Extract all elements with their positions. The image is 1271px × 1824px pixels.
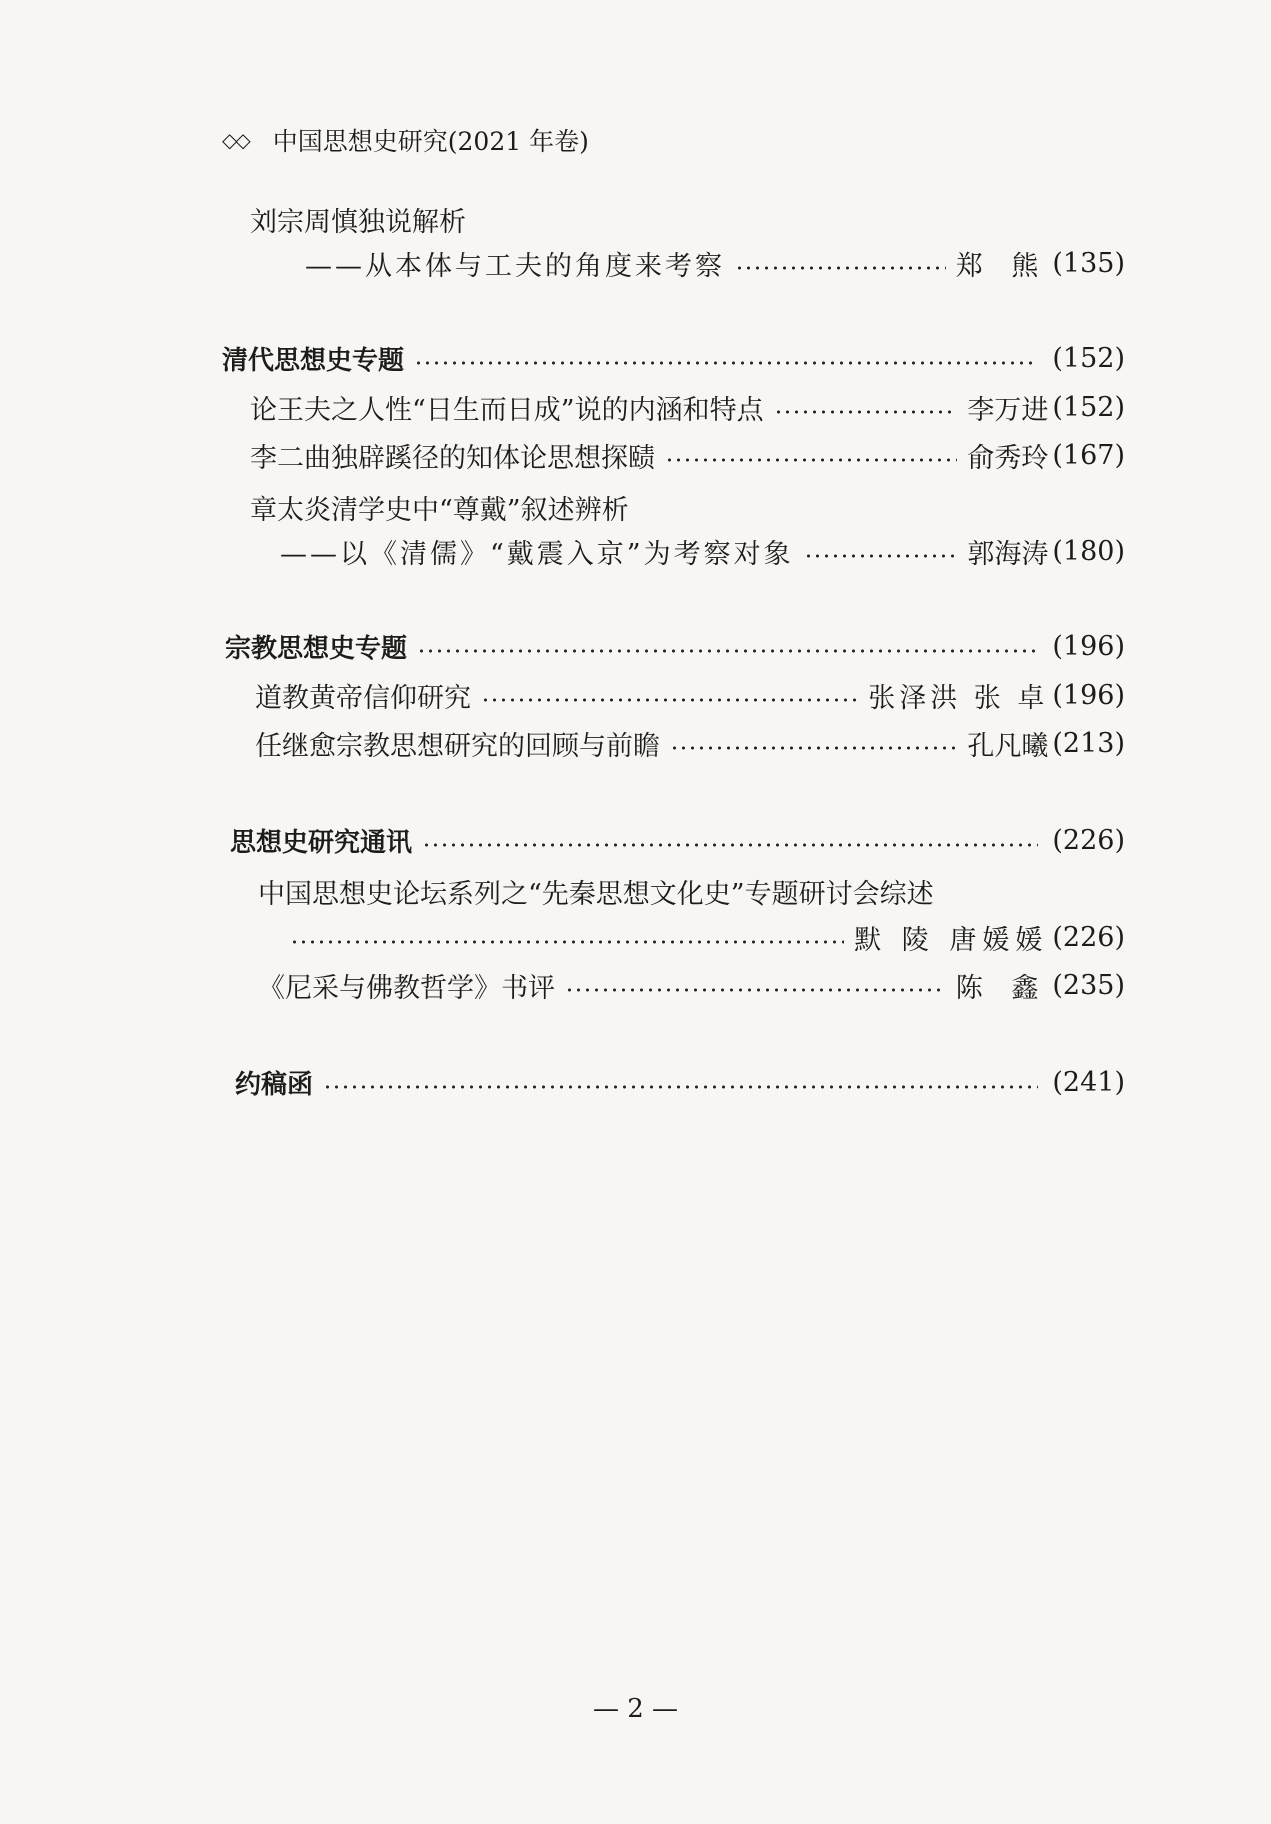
leader-dots — [735, 266, 946, 270]
toc-entry-row[interactable] — [250, 388, 1125, 427]
toc-entry-row[interactable] — [250, 436, 1125, 475]
toc-entry-page: (152) — [1052, 392, 1125, 423]
toc-entry-author: 郭海涛 — [967, 539, 1049, 570]
toc-section-title: 宗教思想史专题 — [225, 634, 408, 664]
toc-entry-author: 默 陵 唐媛媛 — [854, 925, 1049, 956]
leader-dots — [323, 1085, 1038, 1089]
toc-section-row[interactable] — [230, 822, 1125, 859]
toc-entry-title: 论王夫之人性“日生而日成”说的内涵和特点 — [250, 395, 764, 426]
toc-entry-row[interactable] — [255, 724, 1125, 763]
toc-entry-author: 李万进 — [967, 395, 1049, 426]
toc-section-row[interactable] — [222, 340, 1125, 377]
toc-entry-page: (135) — [1052, 248, 1125, 279]
toc-section-page: (152) — [1052, 343, 1125, 374]
toc-entry-page: (235) — [1052, 970, 1125, 1001]
toc-entry-author: 张泽洪 张 卓 — [868, 683, 1049, 714]
leader-dots — [414, 361, 1038, 365]
toc-entry-title: 中国思想史论坛系列之“先秦思想文化史”专题研讨会综述 — [258, 879, 934, 910]
toc-entry-page: (196) — [1052, 680, 1125, 711]
toc-entry-title: 道教黄帝信仰研究 — [255, 683, 471, 714]
toc-entry-page: (226) — [1052, 922, 1125, 953]
header-title: 中国思想史研究(2021 年卷) — [272, 127, 589, 156]
toc-section-row[interactable] — [225, 628, 1125, 665]
toc-entry-page: (180) — [1052, 536, 1125, 567]
toc-section-page: (226) — [1052, 825, 1125, 856]
toc-entry-title: 任继愈宗教思想研究的回顾与前瞻 — [255, 731, 660, 762]
diamond-mark-icon: ◇◇ — [222, 128, 249, 152]
toc-entry-page: (213) — [1052, 728, 1125, 759]
toc-entry-subtitle: ——以《清儒》“戴震入京”为考察对象 — [280, 539, 794, 570]
toc-section-title: 清代思想史专题 — [222, 346, 405, 376]
leader-dots — [422, 843, 1038, 847]
leader-dots — [774, 410, 958, 414]
toc-section-page: (196) — [1052, 631, 1125, 662]
toc-entry-title: 刘宗周慎独说解析 — [250, 207, 466, 238]
running-header — [222, 122, 589, 158]
leader-dots — [665, 458, 957, 462]
toc-entry-row[interactable] — [290, 918, 1125, 957]
toc-section-row[interactable] — [235, 1064, 1125, 1101]
toc-entry-page: (167) — [1052, 440, 1125, 471]
toc-section-page: (241) — [1052, 1067, 1125, 1098]
leader-dots — [670, 746, 957, 750]
toc-entry-row[interactable] — [255, 676, 1125, 715]
toc-entry-title: 章太炎清学史中“尊戴”叙述辨析 — [250, 495, 629, 526]
toc-entry-subtitle: ——从本体与工夫的角度来考察 — [305, 251, 725, 282]
toc-section-title: 思想史研究通讯 — [230, 828, 413, 858]
leader-dots — [417, 649, 1038, 653]
leader-dots — [290, 940, 844, 944]
toc-entry-row[interactable] — [258, 966, 1125, 1005]
toc-entry-row[interactable] — [280, 532, 1125, 571]
toc-entry-author: 孔凡曦 — [967, 731, 1049, 762]
leader-dots — [481, 698, 858, 702]
toc-entry-title: 《尼采与佛教哲学》书评 — [258, 973, 555, 1004]
toc-entry-title: 李二曲独辟蹊径的知体论思想探赜 — [250, 443, 655, 474]
toc-section-title: 约稿函 — [235, 1070, 314, 1100]
leader-dots — [565, 988, 946, 992]
toc-entry-author: 郑 熊 — [955, 251, 1049, 282]
toc-entry-author: 俞秀玲 — [967, 443, 1049, 474]
page-number: — 2 — — [592, 1694, 679, 1724]
leader-dots — [804, 554, 958, 558]
toc-entry-row[interactable] — [305, 244, 1125, 283]
toc-entry-author: 陈 鑫 — [955, 973, 1049, 1004]
